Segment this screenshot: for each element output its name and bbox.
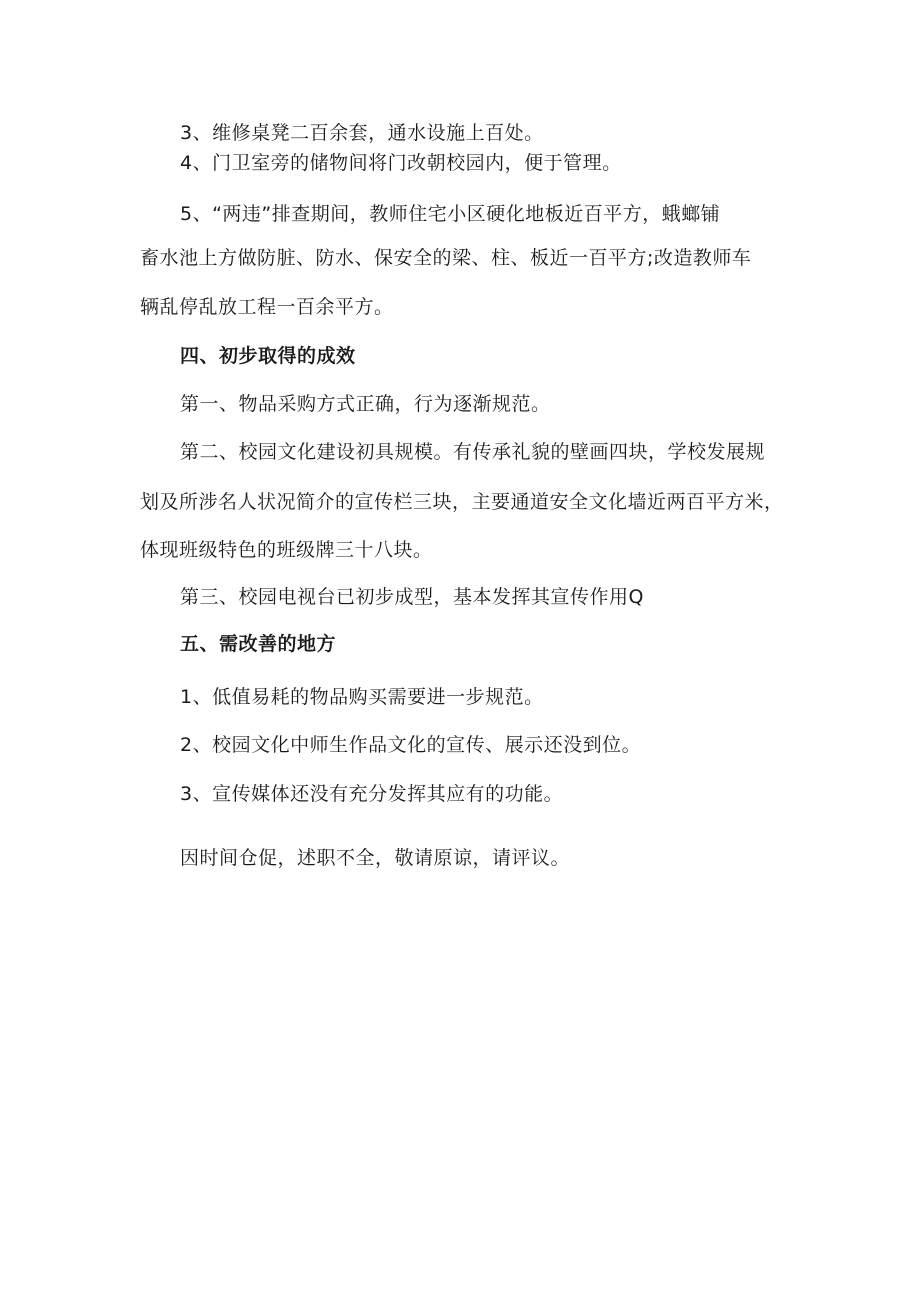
paragraph-line: 第一、物品采购方式正确，行为逐渐规范。 <box>180 393 551 415</box>
list-item-1: 1、低值易耗的物品购买需要进一步规范。 <box>180 686 544 708</box>
paragraph-line: 划及所涉名人状况简介的宣传栏三块，主要通道安全文化墙近两百平方米， <box>140 491 784 513</box>
paragraph-line: 畜水池上方做防脏、防水、保安全的梁、柱、板近一百平方;改造教师车 <box>140 247 752 269</box>
paragraph-line: 第三、校园电视台已初步成型，基本发挥其宣传作用Q <box>180 586 644 608</box>
paragraph-line: 辆乱停乱放工程一百余平方。 <box>140 296 394 318</box>
closing-line: 因时间仓促，述职不全，敬请原谅，请评议。 <box>180 847 571 869</box>
list-item-4: 4、门卫室旁的储物间将门改朝校园内，便于管理。 <box>180 152 622 174</box>
list-item-3: 3、维修桌凳二百余套，通水设施上百处。 <box>180 122 544 144</box>
list-item-5: 5、“两违”排查期间，教师住宅小区硬化地板近百平方，蛾螂铺 <box>180 203 721 225</box>
paragraph-line: 第二、校园文化建设初具规模。有传承礼貌的壁画四块，学校发展规 <box>180 441 766 463</box>
list-item-2: 2、校园文化中师生作品文化的宣传、展示还没到位。 <box>180 734 642 756</box>
section-heading-5: 五、需改善的地方 <box>180 633 337 655</box>
paragraph-line: 体现班级特色的班级牌三十八块。 <box>140 539 433 561</box>
section-heading-4: 四、初步取得的成效 <box>180 345 356 367</box>
list-item-3b: 3、宣传媒体还没有充分发挥其应有的功能。 <box>180 783 564 805</box>
